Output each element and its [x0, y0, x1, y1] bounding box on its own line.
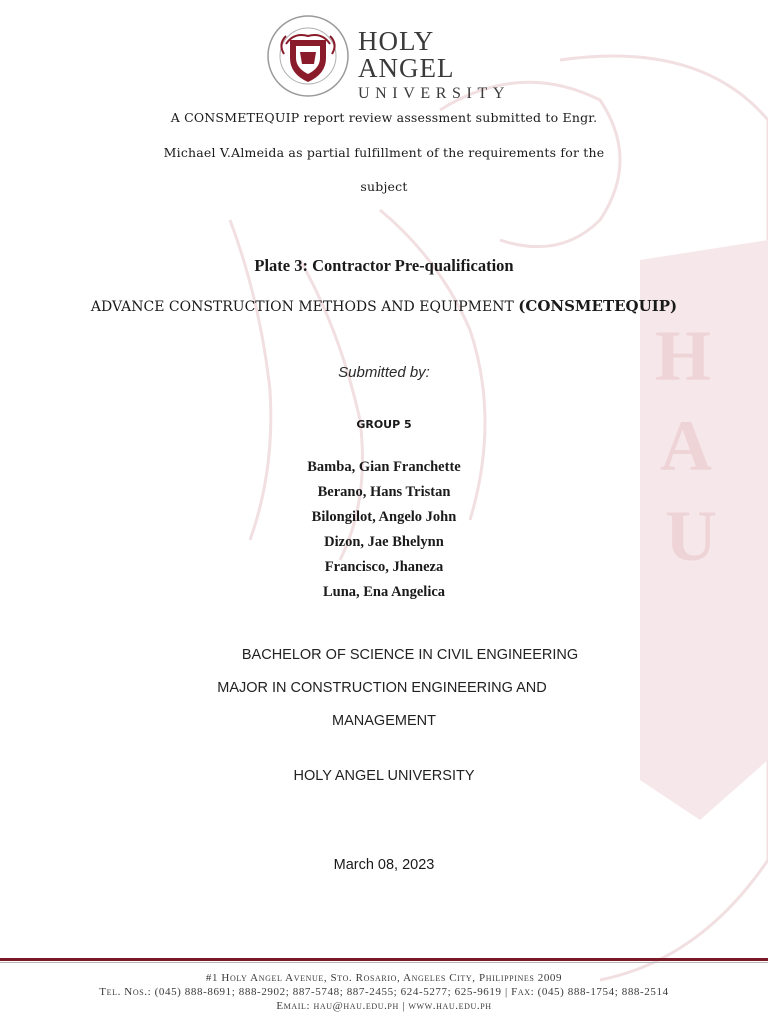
member-name: Bilongilot, Angelo John — [311, 509, 457, 525]
intro-line-2: Michael V.Almeida as partial fulfillment of the requirements for the — [163, 145, 605, 160]
university-logo — [266, 14, 510, 102]
wordmark-line1: HOLY ANGEL — [358, 26, 455, 83]
watermark-letter-u: U — [665, 496, 717, 576]
university-seal-icon — [266, 14, 350, 98]
program-line-2: MAJOR IN CONSTRUCTION ENGINEERING AND — [217, 680, 547, 696]
submission-date: March 08, 2023 — [333, 857, 435, 873]
course-title — [0, 297, 768, 315]
member-name: Luna, Ena Angelica — [322, 584, 446, 600]
wordmark-line2: UNIVERSITY — [358, 85, 510, 102]
member-name: Berano, Hans Tristan — [317, 484, 451, 500]
member-name: Dizon, Jae Bhelynn — [324, 534, 444, 550]
intro-line-3: subject — [360, 179, 408, 194]
footer-address: #1 Holy Angel Avenue, Sto. Rosario, Angeles City, Philippines 2009 — [205, 972, 563, 984]
university-wordmark — [358, 28, 510, 102]
watermark-letter-h: H — [655, 316, 712, 396]
watermark-letter-a: A — [660, 406, 712, 486]
footer-rule — [0, 958, 768, 961]
course-code: (CONSMETEQUIP) — [518, 297, 678, 315]
footer-rule-thin — [0, 962, 768, 963]
footer-phones: Tel. Nos.: (045) 888-8691; 888-2902; 887-5748; 887-2455; 624-5277; 625-9619 | Fax: (045) 888-1754; 888-2514 — [99, 986, 669, 998]
program-line-3: MANAGEMENT — [332, 713, 436, 729]
university-name: HOLY ANGEL UNIVERSITY — [293, 768, 475, 784]
submitted-by-label: Submitted by: — [338, 364, 430, 381]
group-label: GROUP 5 — [356, 418, 412, 431]
intro-line-1: A CONSMETEQUIP report review assessment submitted to Engr. — [170, 110, 598, 125]
course-name: ADVANCE CONSTRUCTION METHODS AND EQUIPMENT — [90, 299, 519, 315]
footer-email: Email: hau@hau.edu.ph | www.hau.edu.ph — [276, 1000, 492, 1012]
plate-title: Plate 3: Contractor Pre-qualification — [254, 256, 514, 275]
member-name: Francisco, Jhaneza — [324, 559, 444, 575]
member-name: Bamba, Gian Franchette — [307, 459, 461, 475]
program-line-1: BACHELOR OF SCIENCE IN CIVIL ENGINEERING — [241, 647, 579, 663]
